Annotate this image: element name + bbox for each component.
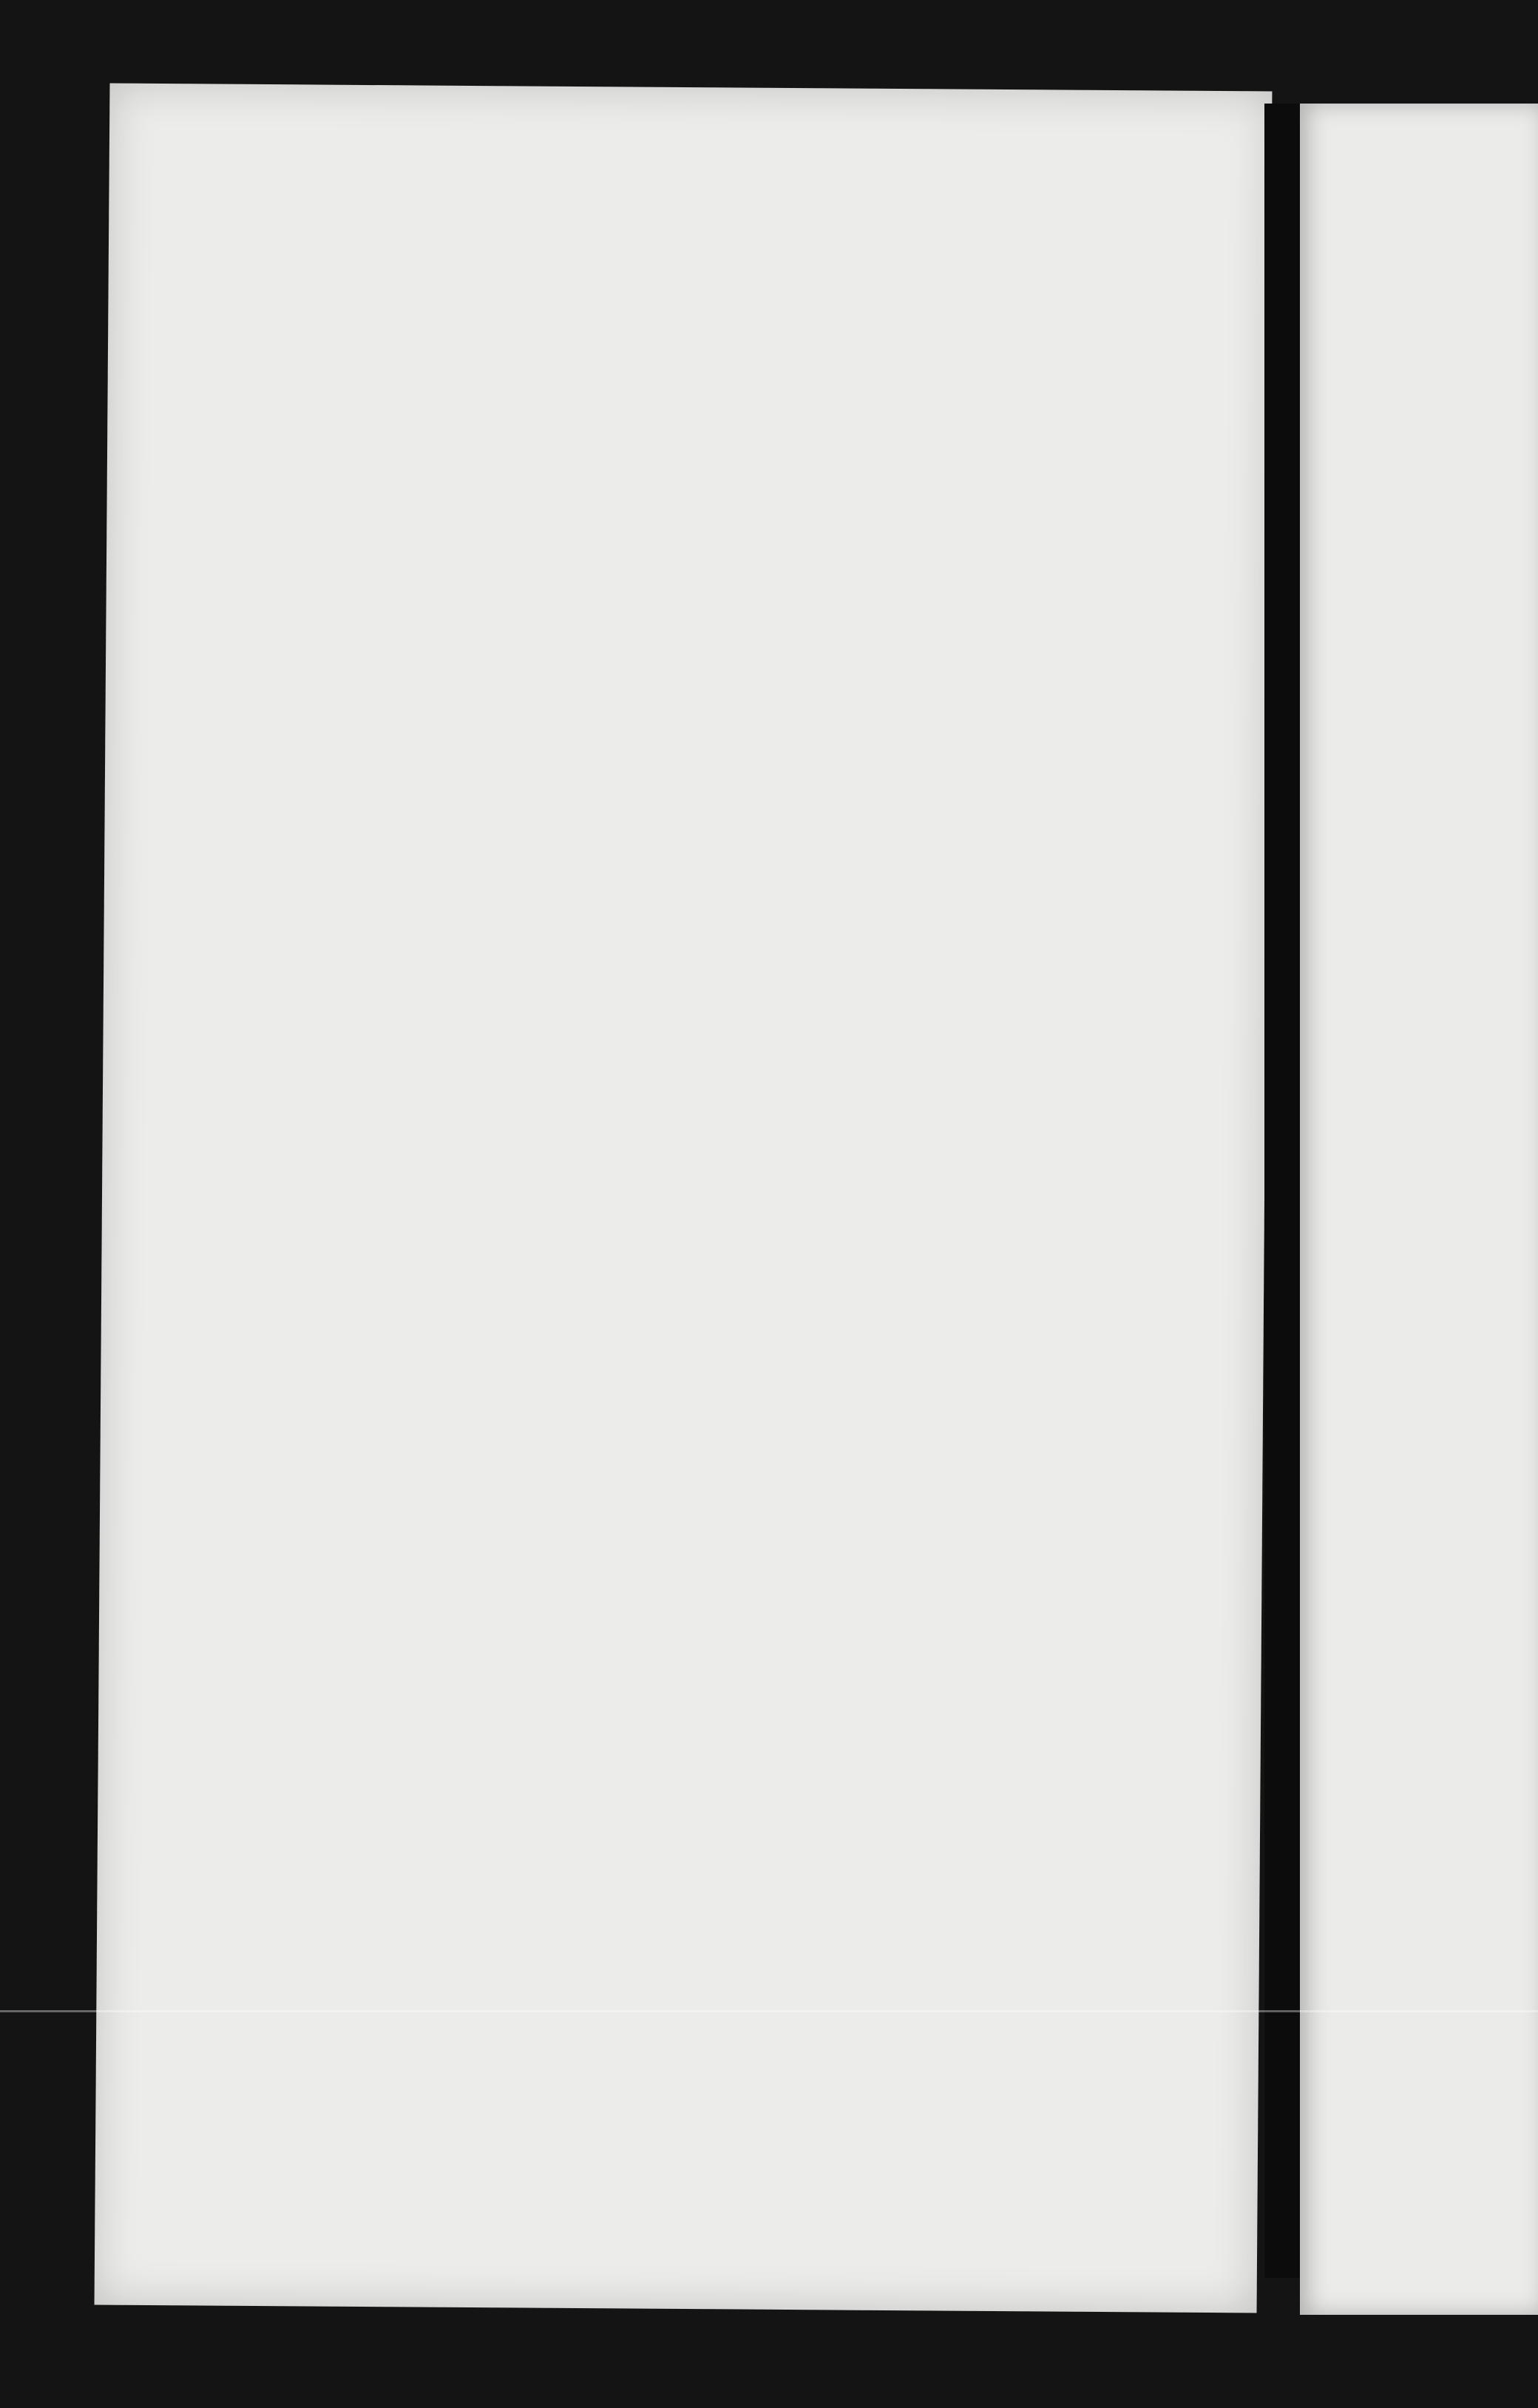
right-page (1300, 104, 1538, 2315)
book-gutter (1264, 104, 1300, 2278)
scan-line-artifact (0, 2010, 1538, 2012)
left-page (95, 84, 1273, 2313)
